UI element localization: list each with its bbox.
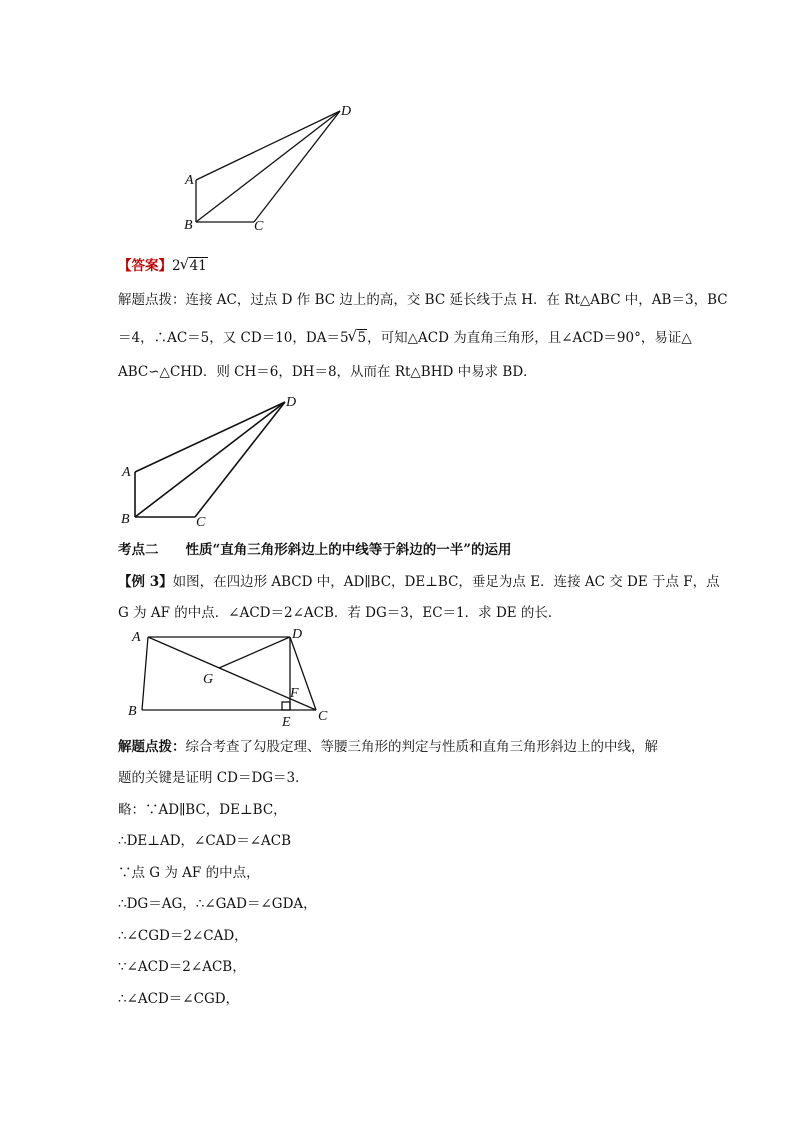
fig2-label-a: A [122,465,131,480]
section-heading: 考点二 性质“直角三角形斜边上的中线等于斜边的一半”的运用 [118,542,512,558]
answer-label: 【答案】 [118,258,172,274]
solution-line-2: ∴DE⊥AD，∠CAD＝∠ACB [118,833,292,849]
hint2-label: 解题点拨： [118,739,186,755]
fig1-label-c: C [254,219,264,234]
solution-line-1: 略：∵AD∥BC，DE⊥BC， [118,802,287,818]
fig3-label-d: D [292,627,303,642]
hint1-sqrt: √ 5 [349,328,368,348]
solution-line-5: ∴∠CGD＝2∠CAD， [118,928,248,944]
fig2-label-c: C [196,515,206,530]
fig1-label-a: A [185,173,194,188]
solution-line-6: ∵∠ACD＝2∠ACB， [118,959,246,975]
hint1-line1: 解题点拨：连接 AC，过点 D 作 BC 边上的高，交 BC 延长线于点 H．在 Rt△ABC 中，AB＝3，BC [118,292,728,308]
figure-trapezoid [125,625,345,735]
fig3-label-f: F [290,686,299,701]
fig3-label-g: G [203,672,214,687]
answer-coef: 2 [172,258,181,274]
fig1-label-d: D [341,104,352,119]
hint1-line3: ABC∽△CHD．则 CH＝6，DH＝8，从而在 Rt△BHD 中易求 BD． [118,364,537,380]
example3-line2: G 为 AF 的中点．∠ACD＝2∠ACB．若 DG＝3，EC＝1．求 DE 的长． [118,605,562,621]
answer-sqrt: √ 41 [181,256,208,276]
example3-label: 【例 3】 [118,574,173,590]
answer-line [118,256,678,276]
example3-line1: 【例 3】如图，在四边形 ABCD 中，AD∥BC，DE⊥BC，垂足为点 E．连接 AC 交 DE 于点 F，点 [118,574,720,590]
solution-line-7: ∴∠ACD＝∠CGD， [118,991,240,1007]
fig3-label-e: E [282,715,291,730]
figure-quadrilateral-2 [115,390,315,535]
hint2-line1: 解题点拨：综合考查了勾股定理、等腰三角形的判定与性质和直角三角形斜边上的中线，解 [118,739,658,755]
figure-quadrilateral-1 [170,95,370,245]
hint2-line2: 题的关键是证明 CD＝DG＝3． [118,770,309,786]
solution-line-3: ∵点 G 为 AF 的中点， [118,865,260,881]
solution-line-4: ∴DG＝AG，∴∠GAD＝∠GDA， [118,896,317,912]
fig3-label-a: A [132,630,141,645]
hint1-line2: ＝4，∴AC＝5，又 CD＝10，DA＝5√ 5，可知△ACD 为直角三角形，且∠ACD＝90°，易证△ [118,328,678,348]
fig2-label-b: B [121,512,130,527]
fig3-label-c: C [318,709,328,724]
fig2-label-d: D [286,395,297,410]
fig3-label-b: B [128,704,137,719]
fig1-label-b: B [184,218,193,233]
